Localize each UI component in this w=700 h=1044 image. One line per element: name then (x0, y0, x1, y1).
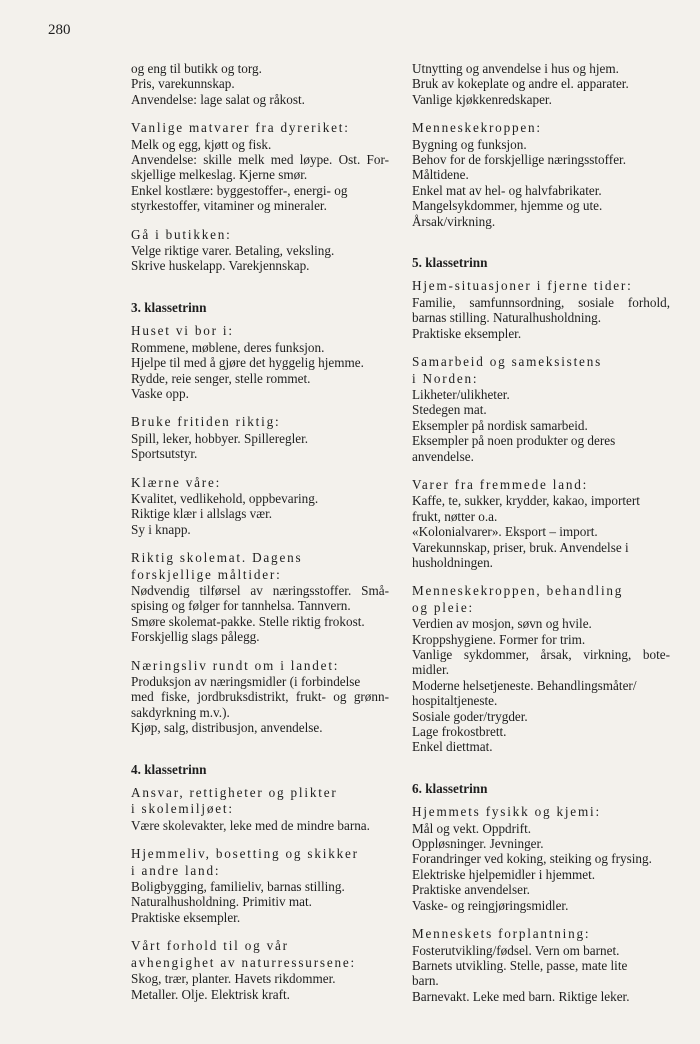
topic-line: Utnytting og anvendelse i hus og hjem. (412, 61, 619, 76)
topic-section (412, 926, 670, 1004)
topic-heading: Hjemmets fysikk og kjemi: (412, 804, 601, 820)
topic-section (412, 354, 670, 464)
topic-line: husholdningen. (412, 554, 493, 570)
topic-line: Elektriske hjelpemidler i hjemmet. (412, 866, 596, 882)
topic-line: Kaffe, te, sukker, krydder, kakao, importert (412, 493, 640, 509)
topic-line: Sosiale goder/trygder. (412, 708, 528, 724)
topic-line: Sy i knapp. (131, 521, 191, 537)
page-number: 280 (48, 22, 71, 38)
topic-heading: Huset vi bor i: (131, 323, 234, 339)
topic-line: Fosterutvikling/fødsel. Vern om barnet. (412, 942, 620, 958)
topic-line: Enkel mat av hel- og halvfabrikater. (412, 182, 602, 198)
topic-line: Nødvendig tilførsel av næringsstoffer. Små- (131, 582, 389, 598)
topic-heading: Menneskets forplantning: (412, 926, 591, 942)
topic-line: Pris, varekunnskap. (131, 76, 235, 92)
topic-line: midler. (412, 662, 449, 678)
topic-line: Boligbygging, familieliv, barnas stilling. (131, 879, 345, 895)
topic-heading: Samarbeid og sameksistens (412, 354, 603, 370)
topic-heading: Varer fra fremmede land: (412, 476, 589, 492)
topic-section (131, 414, 389, 461)
topic-line: Anvendelse: skille melk med løype. Ost. For- (131, 152, 389, 168)
topic-heading: Menneskekroppen: (412, 120, 542, 136)
topic-line: hospitaltjeneste. (412, 693, 498, 709)
topic-section (412, 804, 670, 913)
topic-line: «Kolonialvarer». Eksport – import. (412, 524, 598, 540)
topic-line: Skrive huskelapp. Varekjennskap. (131, 258, 310, 274)
topic-heading: Vårt forhold til og vår (131, 938, 289, 954)
topic-line: Hjelpe til med å gjøre det hyggelig hjemme. (131, 355, 364, 371)
topic-line: Forskjellig slags pålegg. (131, 629, 260, 645)
topic-line: Enkel diettmat. (412, 739, 493, 755)
left-column (131, 61, 389, 1015)
topic-heading: i skolemiljøet: (131, 801, 234, 817)
topic-line: Sportsutstyr. (131, 446, 198, 462)
topic-section (131, 61, 389, 107)
grade-heading: 3. klassetrinn (131, 299, 207, 315)
topic-section (131, 550, 389, 644)
topic-line: Kroppshygiene. Former for trim. (412, 631, 586, 647)
topic-line: Varekunnskap, priser, bruk. Anvendelse i (412, 539, 629, 555)
topic-line: Rommene, møblene, deres funksjon. (131, 339, 325, 355)
topic-heading: forskjellige måltider: (131, 566, 282, 582)
topic-section (412, 477, 670, 570)
topic-line: Forandringer ved koking, steiking og frysing. (412, 851, 652, 867)
topic-line: Riktige klær i allslags vær. (131, 506, 273, 522)
topic-line: Vanlige kjøkkenredskaper. (412, 91, 552, 107)
topic-line: frukt, nøtter o.a. (412, 508, 498, 524)
topic-heading: avhengighet av naturressursene: (131, 954, 356, 970)
topic-line: Mangelsykdommer, hjemme og ute. (412, 198, 603, 214)
topic-line: Verdien av mosjon, søvn og hvile. (412, 616, 592, 632)
topic-line: Årsak/virkning. (412, 213, 496, 229)
topic-heading: i andre land: (131, 862, 221, 878)
topic-line: Eksempler på nordisk samarbeid. (412, 417, 588, 433)
topic-heading: Ansvar, rettigheter og plikter (131, 785, 338, 801)
topic-heading: Bruke fritiden riktig: (131, 414, 281, 430)
topic-section (412, 61, 670, 107)
topic-line: Smøre skolemat-pakke. Stelle riktig frokost. (131, 613, 365, 629)
topic-section (131, 120, 389, 213)
topic-section (412, 120, 670, 229)
topic-section (131, 227, 389, 274)
topic-line: barn. (412, 973, 439, 989)
topic-line: Praktiske anvendelser. (412, 882, 530, 898)
topic-line: Vaske opp. (131, 385, 189, 401)
topic-line: Moderne helsetjeneste. Behandlingsmåter/ (412, 677, 637, 693)
topic-line: barnas stilling. Naturalhusholdning. (412, 310, 601, 326)
topic-line: Være skolevakter, leke med de mindre barna. (131, 817, 370, 833)
topic-line: Skog, trær, planter. Havets rikdommer. (131, 971, 336, 987)
topic-line: Melk og egg, kjøtt og fisk. (131, 136, 272, 152)
grade-heading: 5. klassetrinn (412, 255, 488, 271)
topic-line: med fiske, jordbruksdistrikt, frukt- og grønn- (131, 689, 389, 705)
topic-line: sakdyrkning m.v.). (131, 704, 230, 720)
grade-heading: 6. klassetrinn (412, 780, 488, 796)
topic-line: Stedegen mat. (412, 402, 487, 418)
topic-line: skjellige melkeslag. Kjerne smør. (131, 167, 308, 183)
topic-line: Likheter/ulikheter. (412, 386, 510, 402)
topic-heading: Næringsliv rundt om i landet: (131, 657, 340, 673)
topic-heading: og pleie: (412, 599, 474, 615)
topic-line: Metaller. Olje. Elektrisk kraft. (131, 986, 290, 1002)
topic-line: Mål og vekt. Oppdrift. (412, 820, 532, 836)
topic-line: Vanlige sykdommer, årsak, virkning, bote- (412, 647, 670, 662)
topic-line: anvendelse. (412, 448, 474, 464)
topic-line: Praktiske eksempler. (412, 325, 522, 341)
topic-line: Enkel kostlære: byggestoffer-, energi- og (131, 182, 348, 198)
topic-line: Kjøp, salg, distribusjon, anvendelse. (131, 720, 323, 736)
topic-line: styrkestoffer, vitaminer og mineraler. (131, 198, 327, 214)
topic-heading: Riktig skolemat. Dagens (131, 550, 303, 566)
topic-line: Oppløsninger. Jevninger. (412, 836, 544, 852)
topic-line: Bygning og funksjon. (412, 136, 527, 152)
topic-line: Barnets utvikling. Stelle, passe, mate lite (412, 957, 628, 973)
topic-line: Behov for de forskjellige næringsstoffer. (412, 152, 627, 168)
topic-heading: Gå i butikken: (131, 226, 232, 242)
topic-line: Familie, samfunnsordning, sosiale forhold, (412, 294, 670, 310)
topic-line: Praktiske eksempler. (131, 909, 241, 925)
topic-section (131, 938, 389, 1002)
topic-line: Bruk av kokeplate og andre el. apparater. (412, 76, 629, 92)
topic-line: Spill, leker, hobbyer. Spilleregler. (131, 430, 309, 446)
topic-section (131, 323, 389, 401)
topic-line: og eng til butikk og torg. (131, 61, 262, 76)
topic-line: spising og følger for tannhelsa. Tannvern. (131, 598, 351, 614)
topic-section (131, 785, 389, 833)
topic-heading: i Norden: (412, 370, 479, 386)
topic-line: Eksempler på noen produkter og deres (412, 433, 616, 449)
topic-heading: Hjemmeliv, bosetting og skikker (131, 846, 359, 862)
topic-section (131, 475, 389, 538)
topic-line: Kvalitet, vedlikehold, oppbevaring. (131, 490, 319, 506)
topic-line: Rydde, reie senger, stelle rommet. (131, 370, 311, 386)
topic-line: Produksjon av næringsmidler (i forbindelse (131, 674, 361, 689)
topic-section (131, 846, 389, 925)
topic-section (131, 658, 389, 736)
topic-line: Vaske- og reingjøringsmidler. (412, 897, 569, 913)
topic-heading: Hjem-situasjoner i fjerne tider: (412, 278, 633, 294)
topic-heading: Vanlige matvarer fra dyreriket: (131, 120, 350, 136)
topic-line: Anvendelse: lage salat og råkost. (131, 91, 305, 107)
topic-line: Lage frokostbrett. (412, 724, 507, 740)
topic-line: Velge riktige varer. Betaling, veksling. (131, 243, 335, 259)
topic-line: Barnevakt. Leke med barn. Riktige leker. (412, 988, 630, 1004)
topic-line: Måltidene. (412, 167, 469, 183)
grade-heading: 4. klassetrinn (131, 761, 207, 777)
topic-line: Naturalhusholdning. Primitiv mat. (131, 894, 312, 910)
topic-section (412, 278, 670, 341)
topic-heading: Klærne våre: (131, 474, 222, 490)
topic-heading: Menneskekroppen, behandling (412, 583, 624, 599)
topic-section (412, 583, 670, 754)
right-column (412, 61, 670, 1017)
